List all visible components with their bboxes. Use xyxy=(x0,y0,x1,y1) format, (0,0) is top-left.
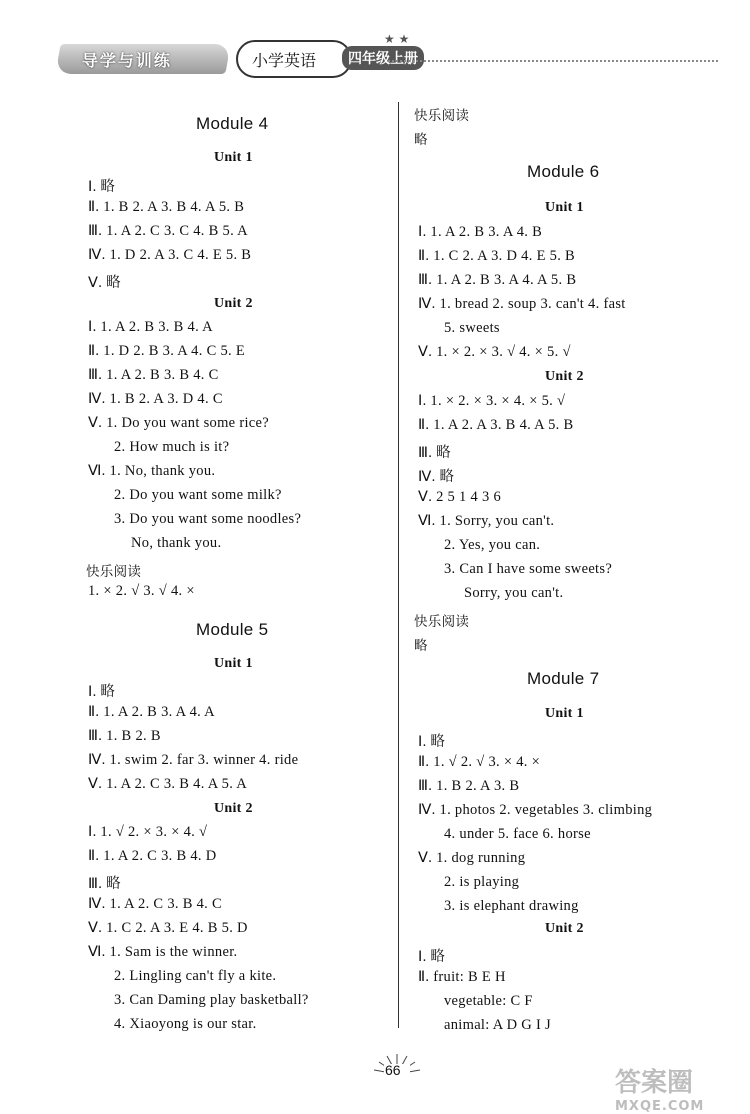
answer-line: Ⅰ. 略 xyxy=(88,179,116,195)
subject-text: 小学英语 xyxy=(252,51,317,70)
answer-line: 2. is playing xyxy=(444,874,520,890)
answer-line: Sorry, you can't. xyxy=(464,585,564,601)
answer-line: Ⅵ. 1. Sorry, you can't. xyxy=(418,513,555,529)
answer-line: Ⅴ. 1. dog running xyxy=(418,850,526,866)
answer-line: Ⅲ. 略 xyxy=(418,445,451,461)
module6-reading-answer: 略 xyxy=(414,638,428,654)
module6-reading-title: 快乐阅读 xyxy=(414,614,470,630)
module7-title: Module 7 xyxy=(527,669,600,688)
watermark xyxy=(615,1062,704,1114)
answer-line: Ⅴ. 1. × 2. × 3. √ 4. × 5. √ xyxy=(418,344,571,360)
answer-line: No, thank you. xyxy=(131,535,222,551)
answer-line: Ⅰ. 1. × 2. × 3. × 4. × 5. √ xyxy=(418,393,566,409)
column-divider xyxy=(398,102,399,1028)
answer-line: vegetable: C F xyxy=(444,993,533,1009)
answer-line: Ⅴ. 1. C 2. A 3. E 4. B 5. D xyxy=(88,920,248,936)
module4-reading-title: 快乐阅读 xyxy=(86,564,142,580)
module7-unit1-title: Unit 1 xyxy=(545,706,584,721)
answer-line: Ⅱ. 1. A 2. B 3. A 4. A xyxy=(88,704,215,720)
module4-unit1-title: Unit 1 xyxy=(214,150,253,165)
module5-unit2-title: Unit 2 xyxy=(214,801,253,816)
answer-line: Ⅲ. 1. B 2. A 3. B xyxy=(418,778,520,794)
answer-line: Ⅴ. 1. A 2. C 3. B 4. A 5. A xyxy=(88,776,248,792)
module7-unit2-title: Unit 2 xyxy=(545,921,584,936)
answer-line: 2. Lingling can't fly a kite. xyxy=(114,968,277,984)
answer-line: Ⅴ. 2 5 1 4 3 6 xyxy=(418,489,501,505)
answer-line: animal: A D G I J xyxy=(444,1017,551,1033)
answer-line: 3. Can Daming play basketball? xyxy=(114,992,309,1008)
answer-line: 4. Xiaoyong is our star. xyxy=(114,1016,257,1032)
answer-line: Ⅳ. 1. D 2. A 3. C 4. E 5. B xyxy=(88,247,252,263)
answer-line: 2. Yes, you can. xyxy=(444,537,541,553)
answer-line: 3. Can I have some sweets? xyxy=(444,561,613,577)
answer-line: Ⅱ. 1. B 2. A 3. B 4. A 5. B xyxy=(88,199,245,215)
answer-line: Ⅳ. 略 xyxy=(418,469,455,485)
module6-unit1-title: Unit 1 xyxy=(545,200,584,215)
answer-line: Ⅰ. 略 xyxy=(418,734,446,750)
answer-line: 2. Do you want some milk? xyxy=(114,487,282,503)
series-brand xyxy=(55,44,230,74)
answer-line: Ⅲ. 略 xyxy=(88,876,121,892)
module4-title: Module 4 xyxy=(196,114,269,133)
answer-line: Ⅰ. 1. √ 2. × 3. × 4. √ xyxy=(88,824,208,840)
header-dotted-line xyxy=(388,60,718,62)
answer-line: Ⅱ. fruit: B E H xyxy=(418,969,506,985)
answer-line: Ⅵ. 1. No, thank you. xyxy=(88,463,216,479)
answer-line: 5. sweets xyxy=(444,320,500,336)
answer-line: Ⅰ. 略 xyxy=(418,949,446,965)
answer-line: Ⅲ. 1. A 2. C 3. C 4. B 5. A xyxy=(88,223,248,239)
brand-text: 导学与训练 xyxy=(81,51,172,70)
answer-line: Ⅰ. 1. A 2. B 3. A 4. B xyxy=(418,224,543,240)
top-reading-answer: 略 xyxy=(414,132,428,148)
answer-line: Ⅳ. 1. swim 2. far 3. winner 4. ride xyxy=(88,752,299,768)
answer-line: Ⅳ. 1. photos 2. vegetables 3. climbing xyxy=(418,802,653,818)
stars-icon: ★ ★ xyxy=(384,32,410,46)
module4-reading-answer: 1. × 2. √ 3. √ 4. × xyxy=(88,583,195,599)
module6-title: Module 6 xyxy=(527,162,600,181)
answer-line: Ⅱ. 1. √ 2. √ 3. × 4. × xyxy=(418,754,541,770)
answer-line: Ⅱ. 1. D 2. B 3. A 4. C 5. E xyxy=(88,343,246,359)
top-reading-title: 快乐阅读 xyxy=(414,108,470,124)
answer-line: Ⅳ. 1. A 2. C 3. B 4. C xyxy=(88,896,222,912)
page-number: 66 xyxy=(385,1062,401,1078)
module6-unit2-title: Unit 2 xyxy=(545,369,584,384)
answer-line: Ⅰ. 1. A 2. B 3. B 4. A xyxy=(88,319,213,335)
answer-line: 2. How much is it? xyxy=(114,439,230,455)
answer-line: Ⅱ. 1. A 2. A 3. B 4. A 5. B xyxy=(418,417,574,433)
watermark-url: MXQE.COM xyxy=(615,1099,705,1114)
subject-oval xyxy=(236,40,352,78)
module5-title: Module 5 xyxy=(196,620,269,639)
answer-line: Ⅳ. 1. B 2. A 3. D 4. C xyxy=(88,391,223,407)
answer-line: Ⅵ. 1. Sam is the winner. xyxy=(88,944,238,960)
answer-line: 3. Do you want some noodles? xyxy=(114,511,302,527)
answer-line: Ⅲ. 1. B 2. B xyxy=(88,728,161,744)
subject-badge xyxy=(236,40,456,76)
answer-line: Ⅳ. 1. bread 2. soup 3. can't 4. fast xyxy=(418,296,626,312)
answer-line: 3. is elephant drawing xyxy=(444,898,579,914)
answer-line: Ⅱ. 1. A 2. C 3. B 4. D xyxy=(88,848,217,864)
answer-line: Ⅲ. 1. A 2. B 3. B 4. C xyxy=(88,367,219,383)
watermark-logo: 答案圈 xyxy=(615,1068,694,1098)
page-header xyxy=(58,32,718,88)
answer-line: Ⅴ. 1. Do you want some rice? xyxy=(88,415,269,431)
module4-unit2-title: Unit 2 xyxy=(214,296,253,311)
answer-line: 4. under 5. face 6. horse xyxy=(444,826,591,842)
answer-line: Ⅲ. 1. A 2. B 3. A 4. A 5. B xyxy=(418,272,577,288)
answer-line: Ⅴ. 略 xyxy=(88,275,121,291)
grade-label: 四年级上册 xyxy=(342,46,424,70)
answer-line: Ⅰ. 略 xyxy=(88,684,116,700)
answer-line: Ⅱ. 1. C 2. A 3. D 4. E 5. B xyxy=(418,248,576,264)
module5-unit1-title: Unit 1 xyxy=(214,656,253,671)
